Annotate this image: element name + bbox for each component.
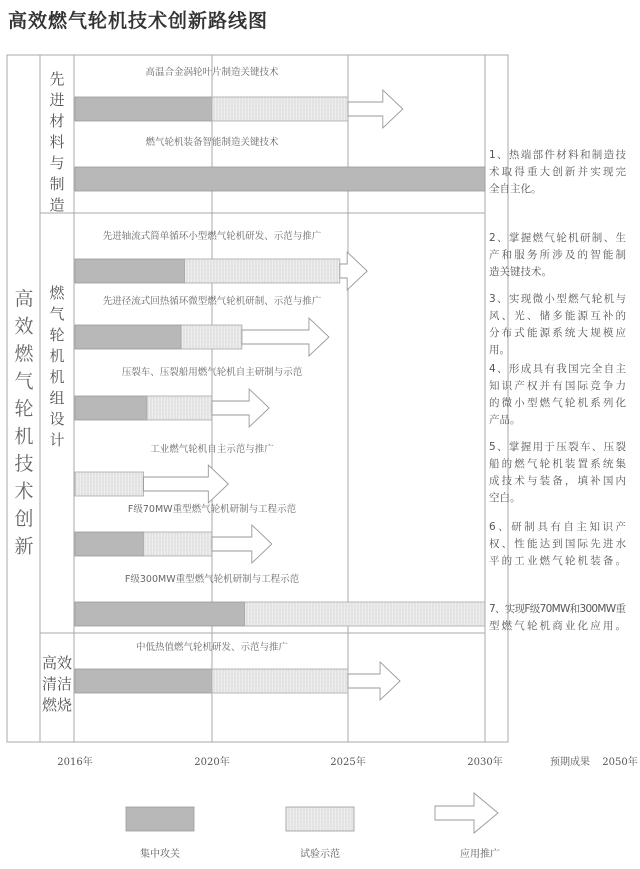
section-label-char: 机 (49, 368, 65, 386)
outcome-line: 用。 (489, 344, 510, 356)
legend-label: 集中攻关 (140, 849, 180, 860)
section-label (49, 284, 65, 449)
section-label-char: 组 (49, 389, 65, 407)
outcome-line: 知识产权并有国际竞争力 (489, 380, 626, 392)
legend (126, 793, 500, 860)
section-label-char: 料 (49, 133, 65, 151)
section-labels (42, 70, 72, 714)
main-category-char: 效 (14, 315, 34, 338)
demo-bar (245, 602, 485, 626)
year-tick-label: 2030年 (467, 757, 503, 768)
main-category-label (14, 288, 34, 558)
task-row (75, 443, 274, 503)
outcome-item (489, 440, 627, 504)
section-label-char: 气 (49, 305, 65, 323)
demo-bar (212, 97, 348, 121)
main-category-char: 创 (14, 508, 34, 530)
task-label: 先进径流式回热循环微型燃气轮机研制、示范与推广 (102, 296, 322, 307)
legend-label: 试验示范 (300, 849, 340, 860)
section-label-char: 燃 (49, 284, 65, 302)
main-category-char: 高 (14, 288, 34, 310)
section-label-char: 计 (49, 431, 65, 449)
outcome-line: 风、光、储多能源互补的 (489, 310, 626, 322)
outcome-item (489, 520, 627, 567)
legend-focus-swatch (126, 807, 194, 831)
arrow-bar (340, 252, 367, 290)
main-category-char: 技 (14, 453, 34, 475)
task-label: 压裂车、压裂船用燃气轮机自主研制与示范 (121, 367, 303, 378)
task-row (75, 641, 400, 700)
section-label-char: 与 (49, 154, 65, 172)
main-category-char: 轮 (14, 398, 34, 420)
year-tick-label: 2016年 (57, 757, 93, 768)
task-row (75, 136, 485, 191)
section-label-char: 清洁 (41, 675, 73, 693)
legend-item (435, 793, 500, 860)
year-tick-label: 2025年 (330, 757, 366, 768)
outcome-item (489, 602, 627, 632)
section-label-char: 机 (49, 347, 65, 365)
outcome-line: 1、热端部件材料和制造技 (489, 149, 626, 161)
outcome-line: 成技术与装备，填补国内 (489, 475, 626, 487)
task-label: 高温合金涡轮叶片制造关键技术 (145, 67, 279, 78)
focus-bar (75, 325, 181, 349)
legend-arrow-swatch (435, 793, 498, 833)
main-category-char: 气 (14, 370, 34, 393)
outcome-line: 造关键技术。 (489, 266, 552, 278)
section-label (49, 70, 64, 214)
arrow-bar (348, 662, 400, 700)
outcome-line: 产品。 (489, 414, 521, 426)
end-year-label: 2050年 (602, 757, 638, 768)
demo-bar (144, 532, 213, 556)
outcome-line: 空白。 (489, 492, 521, 504)
task-label: 工业燃气轮机自主示范与推广 (150, 444, 274, 455)
outcome-column-label: 预期成果 (550, 757, 590, 768)
legend-label: 应用推广 (460, 849, 500, 860)
arrow-bar (144, 465, 229, 503)
demo-bar (185, 259, 340, 283)
section-label-char: 高效 (41, 654, 73, 672)
demo-bar (181, 325, 242, 349)
task-row (75, 66, 403, 128)
outcome-line: 术取得重大创新并实现完 (489, 166, 626, 178)
task-bars (75, 66, 485, 700)
outcome-line: 6、研制具有自主知识产 (489, 521, 626, 533)
page-title: 高效燃气轮机技术创新路线图 (8, 10, 269, 32)
focus-bar (75, 97, 212, 121)
focus-bar (75, 396, 147, 420)
outcome-line: 全自主化。 (489, 183, 542, 195)
outcome-line: 2、掌握燃气轮机研制、生 (489, 232, 626, 244)
outcome-line: 的微小型燃气轮机系列化 (489, 397, 626, 409)
task-label: 燃气轮机装备智能制造关键技术 (145, 137, 279, 148)
focus-bar (75, 602, 245, 626)
section-label-char: 制 (49, 175, 65, 193)
year-axis (57, 755, 637, 768)
focus-bar (75, 532, 144, 556)
section-label-char: 先 (49, 70, 65, 88)
section-label-char: 造 (49, 196, 65, 214)
expected-outcomes (489, 148, 627, 632)
task-row (75, 366, 303, 427)
outcome-line: 分布式能源系统大规模应 (489, 327, 626, 339)
legend-demo-swatch (286, 807, 354, 831)
section-label-char: 进 (49, 91, 65, 109)
main-category-char: 燃 (14, 343, 34, 365)
outcome-item (489, 362, 627, 426)
demo-bar (147, 396, 212, 420)
arrow-bar (242, 318, 329, 356)
task-label: F级70MW重型燃气轮机研制与工程示范 (127, 504, 297, 515)
year-tick-label: 2020年 (194, 757, 230, 768)
outcome-line: 7、实现F级70MW和300MW重 (489, 603, 626, 615)
task-row (75, 295, 329, 356)
main-category-char: 新 (14, 535, 34, 558)
outcome-line: 5、掌握用于压裂车、压裂 (489, 441, 626, 453)
focus-bar (75, 167, 485, 191)
outcome-line: 型燃气轮机商业化应用。 (489, 620, 626, 632)
outcome-line: 平的工业燃气轮机装备。 (489, 555, 626, 567)
outcome-item (489, 148, 627, 195)
arrow-bar (212, 389, 269, 427)
task-label: 先进轴流式简单循环小型燃气轮机研发、示范与推广 (102, 231, 322, 242)
section-label-char: 燃烧 (41, 696, 73, 714)
task-row (75, 503, 297, 563)
main-category-char: 机 (14, 425, 34, 448)
outcome-item (489, 292, 627, 356)
outcome-item (489, 231, 627, 278)
arrow-bar (348, 90, 403, 128)
outcome-line: 4、形成具有我国完全自主 (489, 363, 626, 375)
arrow-bar (212, 525, 272, 563)
task-row (75, 573, 485, 626)
outcome-line: 产和服务所涉及的智能制 (489, 249, 626, 261)
section-label-char: 轮 (49, 326, 65, 344)
outcome-line: 3、实现微小型燃气轮机与 (489, 293, 626, 305)
main-category-char: 术 (14, 480, 34, 503)
legend-item (126, 807, 194, 860)
focus-bar (75, 259, 185, 283)
section-label (42, 654, 72, 714)
task-row (75, 230, 367, 290)
legend-item (286, 807, 354, 860)
outcome-line: 权、性能达到国际先进水 (489, 538, 626, 550)
outcome-line: 船的燃气轮机装置系统集 (489, 458, 626, 470)
demo-bar (75, 472, 144, 496)
demo-bar (212, 669, 348, 693)
focus-bar (75, 669, 212, 693)
section-label-char: 材 (49, 112, 65, 130)
task-label: 中低热值燃气轮机研发、示范与推广 (135, 642, 289, 653)
task-label: F级300MW重型燃气轮机研制与工程示范 (124, 574, 300, 585)
section-label-char: 设 (49, 410, 65, 428)
